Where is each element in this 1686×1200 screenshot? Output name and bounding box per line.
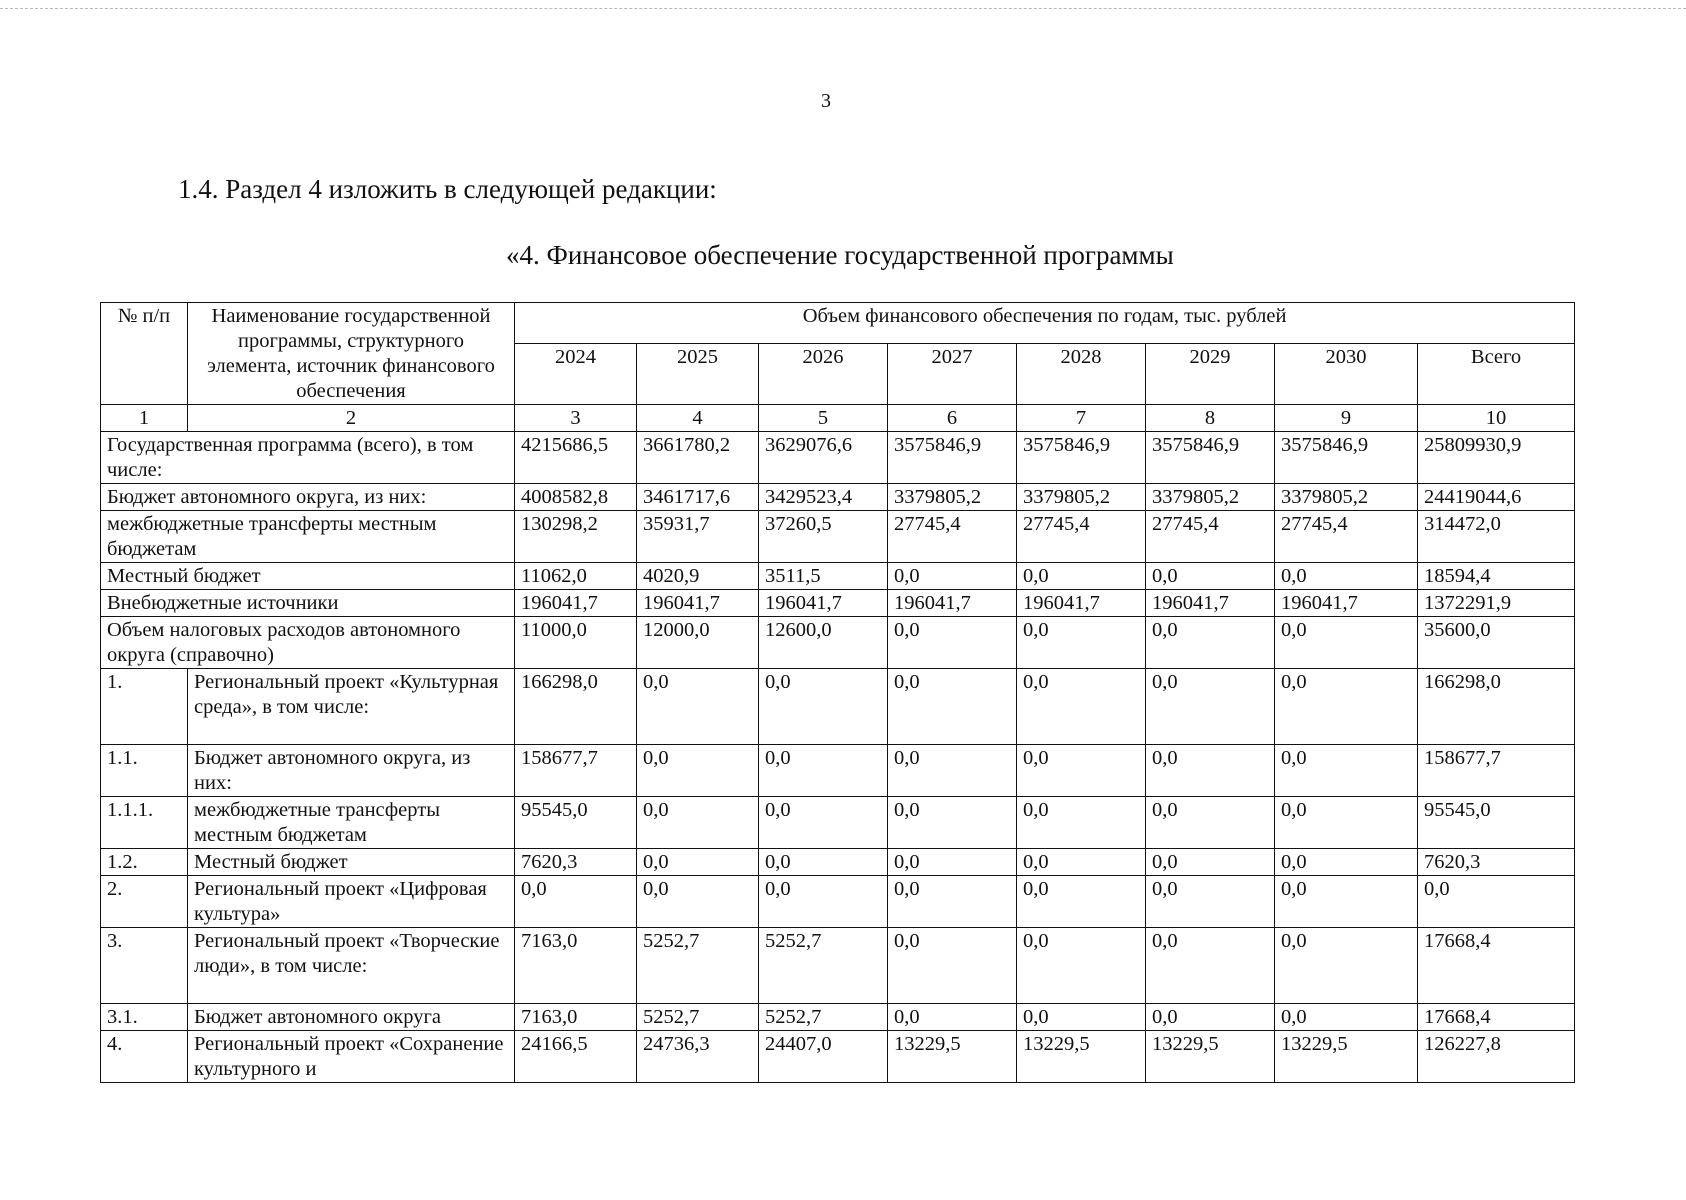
value-cell: 158677,7 <box>515 745 637 797</box>
value-cell: 0,0 <box>759 876 888 928</box>
value-cell: 0,0 <box>888 617 1017 669</box>
value-cell: 0,0 <box>1017 1004 1146 1031</box>
value-cell: 13229,5 <box>888 1031 1017 1083</box>
table-row <box>101 745 1575 797</box>
value-cell: 196041,7 <box>1275 590 1418 617</box>
value-cell: 0,0 <box>1146 876 1275 928</box>
value-cell: 0,0 <box>888 1004 1017 1031</box>
value-cell: 0,0 <box>1146 617 1275 669</box>
table-row <box>101 590 1575 617</box>
value-cell: 5252,7 <box>759 928 888 1004</box>
value-cell: 0,0 <box>759 797 888 849</box>
value-cell: 0,0 <box>888 745 1017 797</box>
value-cell: 12000,0 <box>637 617 759 669</box>
value-cell: 196041,7 <box>637 590 759 617</box>
value-cell: 0,0 <box>1275 669 1418 745</box>
value-cell: 3379805,2 <box>888 484 1017 511</box>
row-number: 1.2. <box>101 849 188 876</box>
year-header: 2024 <box>515 343 637 404</box>
value-cell: 7620,3 <box>515 849 637 876</box>
value-cell: 0,0 <box>1146 563 1275 590</box>
value-cell: 0,0 <box>1146 669 1275 745</box>
column-number: 4 <box>637 405 759 432</box>
total-cell: 24419044,6 <box>1418 484 1575 511</box>
value-cell: 37260,5 <box>759 511 888 563</box>
value-cell: 13229,5 <box>1275 1031 1418 1083</box>
value-cell: 0,0 <box>1017 745 1146 797</box>
value-cell: 0,0 <box>888 563 1017 590</box>
value-cell: 0,0 <box>1275 745 1418 797</box>
value-cell: 0,0 <box>1275 849 1418 876</box>
value-cell: 196041,7 <box>515 590 637 617</box>
year-header: 2030 <box>1275 343 1418 404</box>
table-row <box>101 797 1575 849</box>
table-row <box>101 928 1575 1004</box>
value-cell: 0,0 <box>1275 563 1418 590</box>
value-cell: 27745,4 <box>888 511 1017 563</box>
column-number: 3 <box>515 405 637 432</box>
row-label: межбюджетные трансферты местным бюджетам <box>101 511 515 563</box>
value-cell: 4215686,5 <box>515 432 637 484</box>
column-number: 10 <box>1418 405 1575 432</box>
value-cell: 35931,7 <box>637 511 759 563</box>
value-cell: 11000,0 <box>515 617 637 669</box>
value-cell: 3575846,9 <box>1146 432 1275 484</box>
value-cell: 3379805,2 <box>1146 484 1275 511</box>
value-cell: 11062,0 <box>515 563 637 590</box>
row-label: Региональный проект «Творческие люди», в том числе: <box>188 928 515 1004</box>
row-number: 4. <box>101 1031 188 1083</box>
value-cell: 27745,4 <box>1017 511 1146 563</box>
table-row <box>101 617 1575 669</box>
total-cell: 0,0 <box>1418 876 1575 928</box>
scan-edge-line <box>0 8 1686 9</box>
total-cell: 314472,0 <box>1418 511 1575 563</box>
value-cell: 27745,4 <box>1146 511 1275 563</box>
table-row <box>101 876 1575 928</box>
value-cell: 0,0 <box>1275 1004 1418 1031</box>
year-header: 2027 <box>888 343 1017 404</box>
total-cell: 158677,7 <box>1418 745 1575 797</box>
value-cell: 0,0 <box>1146 797 1275 849</box>
value-cell: 3575846,9 <box>1017 432 1146 484</box>
row-number: 2. <box>101 876 188 928</box>
row-label: Государственная программа (всего), в том числе: <box>101 432 515 484</box>
value-cell: 3511,5 <box>759 563 888 590</box>
total-cell: 126227,8 <box>1418 1031 1575 1083</box>
row-label: Региональный проект «Культурная среда», в том числе: <box>188 669 515 745</box>
financing-table <box>100 302 1575 1083</box>
row-number: 1. <box>101 669 188 745</box>
header-row <box>101 303 1575 344</box>
value-cell: 0,0 <box>888 876 1017 928</box>
value-cell: 0,0 <box>1146 745 1275 797</box>
row-label: межбюджетные трансферты местным бюджетам <box>188 797 515 849</box>
value-cell: 3461717,6 <box>637 484 759 511</box>
total-header: Всего <box>1418 343 1575 404</box>
value-cell: 0,0 <box>759 745 888 797</box>
row-label: Бюджет автономного округа, из них: <box>188 745 515 797</box>
value-cell: 0,0 <box>637 797 759 849</box>
value-cell: 0,0 <box>1017 617 1146 669</box>
value-cell: 0,0 <box>1275 797 1418 849</box>
value-cell: 0,0 <box>637 745 759 797</box>
value-cell: 0,0 <box>1275 617 1418 669</box>
value-cell: 0,0 <box>888 849 1017 876</box>
total-cell: 17668,4 <box>1418 928 1575 1004</box>
value-cell: 0,0 <box>637 669 759 745</box>
section-title: «4. Финансовое обеспечение государственной программы <box>506 240 1174 270</box>
table-row <box>101 669 1575 745</box>
year-header: 2025 <box>637 343 759 404</box>
value-cell: 95545,0 <box>515 797 637 849</box>
value-cell: 0,0 <box>1146 1004 1275 1031</box>
table-row <box>101 484 1575 511</box>
value-cell: 0,0 <box>759 669 888 745</box>
value-cell: 3629076,6 <box>759 432 888 484</box>
total-cell: 7620,3 <box>1418 849 1575 876</box>
table-row <box>101 432 1575 484</box>
value-cell: 0,0 <box>637 849 759 876</box>
value-cell: 0,0 <box>637 876 759 928</box>
value-cell: 0,0 <box>1017 669 1146 745</box>
year-header: 2029 <box>1146 343 1275 404</box>
table-row <box>101 511 1575 563</box>
value-cell: 0,0 <box>1146 849 1275 876</box>
table-row <box>101 1031 1575 1083</box>
value-cell: 0,0 <box>888 669 1017 745</box>
value-cell: 3429523,4 <box>759 484 888 511</box>
value-cell: 130298,2 <box>515 511 637 563</box>
value-cell: 0,0 <box>515 876 637 928</box>
section-heading: 1.4. Раздел 4 изложить в следующей редакции: <box>178 174 717 204</box>
total-cell: 35600,0 <box>1418 617 1575 669</box>
value-cell: 3575846,9 <box>888 432 1017 484</box>
row-label: Объем налоговых расходов автономного округа (справочно) <box>101 617 515 669</box>
group-header: Объем финансового обеспечения по годам, тыс. рублей <box>515 303 1575 344</box>
value-cell: 0,0 <box>1275 928 1418 1004</box>
column-number: 8 <box>1146 405 1275 432</box>
value-cell: 12600,0 <box>759 617 888 669</box>
column-number: 9 <box>1275 405 1418 432</box>
row-number: 1.1.1. <box>101 797 188 849</box>
total-cell: 1372291,9 <box>1418 590 1575 617</box>
page-number: 3 <box>821 90 831 112</box>
value-cell: 13229,5 <box>1017 1031 1146 1083</box>
value-cell: 0,0 <box>1017 876 1146 928</box>
row-label: Внебюджетные источники <box>101 590 515 617</box>
value-cell: 4020,9 <box>637 563 759 590</box>
col-name-header: Наименование государственной программы, структурного элемента, источник финансового обеспечения <box>188 303 515 405</box>
row-number: 1.1. <box>101 745 188 797</box>
value-cell: 0,0 <box>888 797 1017 849</box>
total-cell: 17668,4 <box>1418 1004 1575 1031</box>
total-cell: 166298,0 <box>1418 669 1575 745</box>
value-cell: 3379805,2 <box>1275 484 1418 511</box>
value-cell: 196041,7 <box>1017 590 1146 617</box>
value-cell: 3575846,9 <box>1275 432 1418 484</box>
row-number: 3.1. <box>101 1004 188 1031</box>
value-cell: 196041,7 <box>1146 590 1275 617</box>
row-label: Бюджет автономного округа, из них: <box>101 484 515 511</box>
column-number: 6 <box>888 405 1017 432</box>
value-cell: 0,0 <box>759 849 888 876</box>
year-header: 2028 <box>1017 343 1146 404</box>
value-cell: 7163,0 <box>515 928 637 1004</box>
value-cell: 0,0 <box>1017 563 1146 590</box>
value-cell: 5252,7 <box>637 928 759 1004</box>
column-number: 2 <box>188 405 515 432</box>
col-num-header: № п/п <box>101 303 188 405</box>
value-cell: 166298,0 <box>515 669 637 745</box>
column-number: 1 <box>101 405 188 432</box>
total-cell: 18594,4 <box>1418 563 1575 590</box>
value-cell: 24166,5 <box>515 1031 637 1083</box>
value-cell: 5252,7 <box>637 1004 759 1031</box>
value-cell: 196041,7 <box>888 590 1017 617</box>
value-cell: 5252,7 <box>759 1004 888 1031</box>
row-label: Бюджет автономного округа <box>188 1004 515 1031</box>
value-cell: 0,0 <box>1017 928 1146 1004</box>
value-cell: 7163,0 <box>515 1004 637 1031</box>
value-cell: 4008582,8 <box>515 484 637 511</box>
column-numbers-row <box>101 405 1575 432</box>
value-cell: 27745,4 <box>1275 511 1418 563</box>
row-label: Региональный проект «Сохранение культурного и <box>188 1031 515 1083</box>
value-cell: 196041,7 <box>759 590 888 617</box>
value-cell: 0,0 <box>888 928 1017 1004</box>
total-cell: 95545,0 <box>1418 797 1575 849</box>
row-label: Местный бюджет <box>101 563 515 590</box>
total-cell: 25809930,9 <box>1418 432 1575 484</box>
table-row <box>101 563 1575 590</box>
table-row <box>101 1004 1575 1031</box>
value-cell: 24736,3 <box>637 1031 759 1083</box>
row-number: 3. <box>101 928 188 1004</box>
column-number: 5 <box>759 405 888 432</box>
value-cell: 0,0 <box>1017 797 1146 849</box>
value-cell: 0,0 <box>1017 849 1146 876</box>
value-cell: 3379805,2 <box>1017 484 1146 511</box>
row-label: Региональный проект «Цифровая культура» <box>188 876 515 928</box>
column-number: 7 <box>1017 405 1146 432</box>
year-header: 2026 <box>759 343 888 404</box>
value-cell: 3661780,2 <box>637 432 759 484</box>
row-label: Местный бюджет <box>188 849 515 876</box>
value-cell: 0,0 <box>1146 928 1275 1004</box>
table-row <box>101 849 1575 876</box>
value-cell: 24407,0 <box>759 1031 888 1083</box>
value-cell: 0,0 <box>1275 876 1418 928</box>
value-cell: 13229,5 <box>1146 1031 1275 1083</box>
